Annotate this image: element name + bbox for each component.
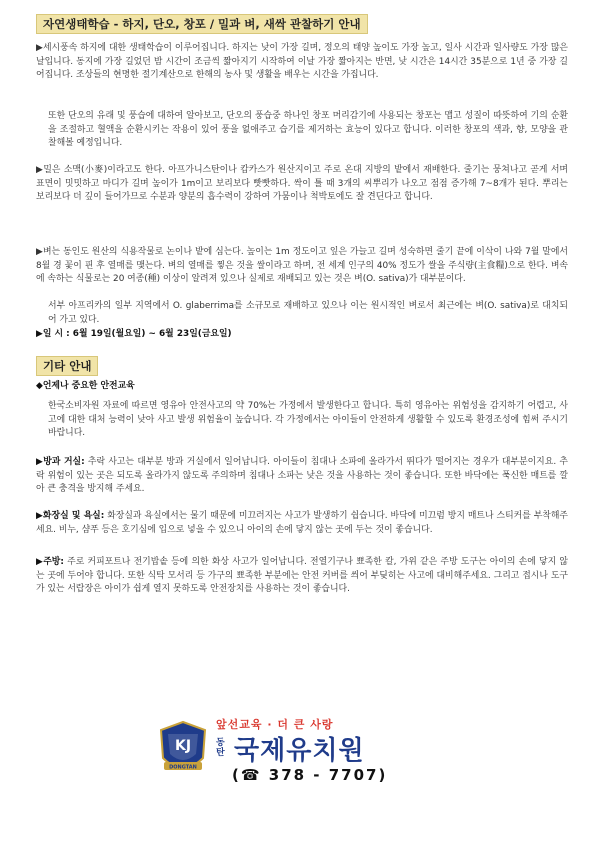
motto-text: 앞선교육 · 더 큰 사랑 — [216, 718, 334, 731]
living-room-heading: ▶방과 거실: — [36, 457, 85, 467]
emblem-letters: KJ — [174, 738, 192, 754]
school-emblem-icon — [158, 720, 208, 780]
bathroom-heading: ▶화장실 및 욕실: — [36, 511, 105, 521]
section-title-other: 기타 안내 — [36, 356, 98, 376]
living-room-item — [36, 456, 568, 497]
school-phone: (☎ 378 - 7707) — [232, 766, 388, 784]
living-room-text: 추락 사고는 대부분 방과 거실에서 일어납니다. 아이들이 침대나 소파에 올라가서 뛰다가 떨어지는 경우가 대부분이지요. 추락 위험이 있는 곳은 되도록 올라가지 않도록 주의하며 침대나 소파는 낮은 것을 사용하는 것이 좋습니다. 또한 바닥에는 푹신한 매트를 깔아 큰 충격을 방지해 주세요. — [36, 457, 568, 495]
safety-heading: ◆언제나 중요한 안전교육 — [36, 381, 135, 391]
schedule-value: : 6월 19일(월요일) ~ 6월 23일(금요일) — [63, 329, 232, 339]
paragraph-rice: ▶벼는 동인도 원산의 식용작물로 논이나 밭에 심는다. 높이는 1m 정도이고 잎은 가늘고 길며 성숙하면 줄기 끝에 이삭이 나와 7월 말에서 8월 경 꽃이 핀 후 열매를 맺는다. 벼의 열매를 찧은 것을 쌀이라고 하며, 전 세계 인구의 40% 정도가 쌀을 주식량(主食糧)으로 한다. 벼속에 속하는 식물로는 20 여종(種) 이상이 알려져 있으나 실제로 재배되고 있는 것은 벼(O. sativa)가 대부분이다. — [36, 247, 568, 285]
kitchen-heading: ▶주방: — [36, 557, 64, 567]
paragraph-summer-solstice: ▶세시풍속 하지에 대한 생태학습이 이루어집니다. 하지는 낮이 가장 길며, 정오의 태양 높이도 가장 높고, 일사 시간과 일사량도 가장 많은 날입니다. 동지에 가장 길었던 밤 시간이 조금씩 짧아지기 시작하여 이날 가장 짧아지는 반면, 낮 시간은 14시간 35분으로 1년 중 가장 길어집니다. 조상들의 현명한 절기계산으로 한해의 농사 및 생활을 배우는 시간을 가집니다. — [36, 43, 568, 81]
kitchen-item — [36, 556, 568, 597]
paragraph-wheat: ▶밀은 소맥(小麥)이라고도 한다. 아프가니스탄이나 캅카스가 원산지이고 주로 온대 지방의 밭에서 재배한다. 줄기는 뭉쳐나고 곧게 서며 표면이 밋밋하고 마디가 길며 높이가 1m이고 보리보다 빳빳하다. 싹이 틀 때 3개의 씨뿌리가 나오고 점점 증가해 7~8개가 된다. 뿌리는 보리보다 더 깊이 들어가므로 수분과 양분의 흡수력이 강하여 가뭄이나 척박토에도 잘 견딘다고 합니다. — [36, 165, 568, 203]
kitchen-text: 주로 커피포트나 전기밥솥 등에 의한 화상 사고가 일어납니다. 전열기구나 뾰족한 칼, 가위 같은 주방 도구는 아이의 손에 닿지 않는 곳에 두어야 합니다. 또한 식탁 모서리 등 가구의 뾰족한 부분에는 안전 커버를 씌어 부딪히는 사고에 대비해주세요. 그리고 접시나 도구가 있는 서랍장은 아이가 쉽게 열지 못하도록 안전장치를 사용하는 것이 좋습니다. — [36, 557, 568, 595]
schedule-label: ▶일 시 — [36, 329, 64, 339]
emblem-caption: DONGTAN — [169, 764, 197, 771]
paragraph-dano: 또한 단오의 유래 및 풍습에 대하여 알아보고, 단오의 풍습중 하나인 창포 머리감기에 사용되는 창포는 맵고 성질이 따뜻하여 기의 순환을 조절하고 혈액을 순환시키는 작용이 있어 풍을 없애주고 습기를 제거하는 효능이 있다고 합니다. 이러한 창포의 색과, 향, 모양을 관찰해볼 예정입니다. — [48, 111, 568, 149]
safety-intro: 한국소비자원 자료에 따르면 영유아 안전사고의 약 70%는 가정에서 발생한다고 합니다. 특히 영유아는 위험성을 감지하기 어렵고, 사고에 대한 대처 능력이 낮아 사고 발생 위험율이 높습니다. 각 가정에서는 아이들이 안전하게 생활할 수 있도록 환경조성에 힘써 주시기 바랍니다. — [48, 401, 568, 439]
school-dong: 동탄 — [216, 738, 225, 758]
schedule-line — [36, 328, 568, 342]
bathroom-item — [36, 510, 568, 537]
paragraph-rice-africa: 서부 아프리카의 일부 지역에서 O. glaberrima를 소규모로 재배하고 있으나 이는 원시적인 벼로서 최근에는 벼(O. sativa)로 대치되어 가고 있다. — [48, 301, 568, 325]
bathroom-text: 화장실과 욕실에서는 물기 때문에 미끄러지는 사고가 발생하기 쉽습니다. 바닥에 미끄럼 방지 매트나 스티커를 부착해주세요. 비누, 샴푸 등은 호기심에 입으로 넣을 수 있으니 아이의 손에 닿지 않는 곳에 두는 것이 좋습니다. — [36, 511, 568, 535]
school-logo — [152, 716, 442, 786]
school-name: 국제유치원 — [234, 736, 365, 766]
section-title-nature: 자연생태학습 - 하지, 단오, 창포 / 밀과 벼, 새싹 관찰하기 안내 — [36, 14, 368, 34]
